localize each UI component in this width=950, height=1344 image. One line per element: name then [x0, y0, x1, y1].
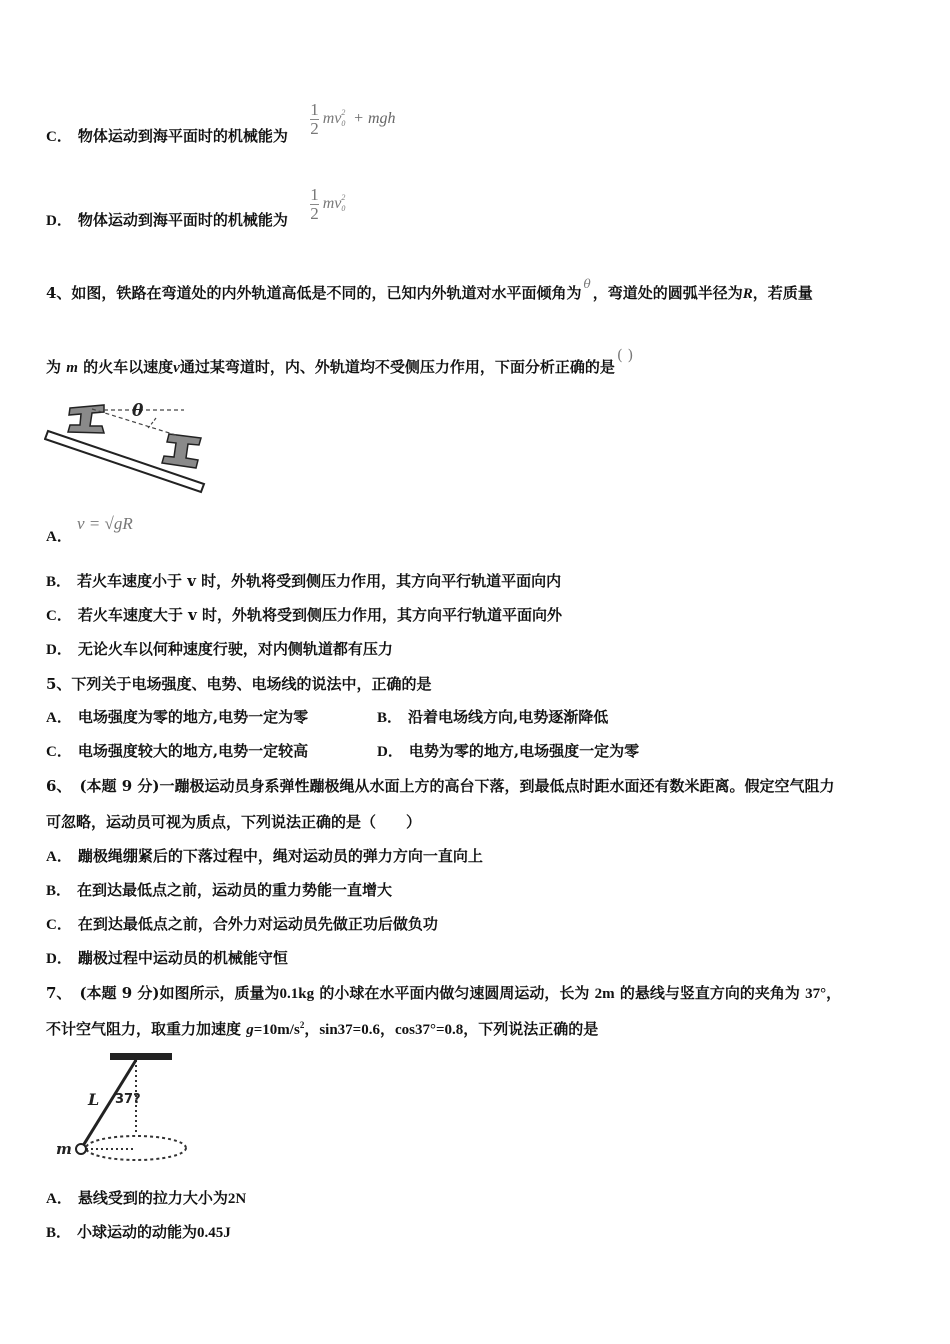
ball — [76, 1144, 86, 1154]
q7-conical-pendulum-figure — [50, 1048, 195, 1166]
q6-option-c: C． 在到达最低点之前，合外力对运动员先做正功后做负功 — [46, 915, 438, 933]
option-label: D． — [46, 213, 72, 229]
q7-option-b: B． 小球运动的动能为0.45J — [46, 1223, 231, 1241]
fraction-one-half: $\frac{1}{2}$ — [310, 185, 319, 223]
q4-stem-line1: 4、如图，铁路在弯道处的内外轨道高低是不同的，已知内外轨道对水平面倾角为 $^\theta$ ，弯道处的圆弧半径为R，若质量 — [46, 277, 813, 302]
q6-option-b: B． 在到达最低点之前，运动员的重力势能一直增大 — [46, 881, 393, 899]
q4-stem-line2: 为 m 的火车以速度v通过某弯道时，内、外轨道均不受侧压力作用，下面分析正确的是( ) — [46, 346, 634, 376]
q6-option-a: A． 蹦极绳绷紧后的下落过程中，绳对运动员的弹力方向一直向上 — [46, 847, 483, 865]
inner-rail — [162, 434, 201, 468]
outer-rail — [68, 405, 104, 433]
length-label: L — [88, 1090, 100, 1109]
q6-stem-line2: 可忽略，运动员可视为质点，下列说法正确的是（ ） — [46, 813, 422, 831]
ceiling-support — [110, 1053, 172, 1060]
angle-label: 37? — [115, 1092, 141, 1107]
q5-stem: 5、下列关于电场强度、电势、电场线的说法中，正确的是 — [46, 675, 432, 693]
q3-c-formula: $\frac{1}{2}$ $mv^2_0$ + mgh — [310, 100, 396, 138]
q7-stem-line1: 7、 (本题 9 分)如图所示，质量为0.1kg 的小球在水平面内做匀速圆周运动，长为 2m 的悬线与竖直方向的夹角为 37°， — [46, 984, 842, 1002]
fraction-one-half: $\frac{1}{2}$ — [310, 100, 319, 138]
option-label: C． — [46, 129, 72, 145]
q7-option-a: A． 悬线受到的拉力大小为2N — [46, 1189, 247, 1207]
option-text: 物体运动到海平面时的机械能为 — [77, 211, 288, 229]
q3-option-c — [46, 126, 288, 147]
q5-option-d: D． 电势为零的地方,电场强度一定为零 — [377, 742, 640, 760]
q4-option-d: D． 无论火车以何种速度行驶，对内侧轨道都有压力 — [46, 640, 393, 658]
q4-option-c: C． 若火车速度大于 v 时，外轨将受到侧压力作用，其方向平行轨道平面向外 — [46, 606, 563, 624]
q4-banked-track-figure — [44, 396, 209, 500]
q3-d-formula: $\frac{1}{2}$ $mv^2_0$ — [310, 185, 346, 223]
q4-option-a — [46, 526, 78, 547]
theta-label: θ — [132, 401, 144, 421]
option-text: 物体运动到海平面时的机械能为 — [77, 127, 288, 145]
q7-stem-line2: 不计空气阻力，取重力加速度 $g=10m/s^2$，sin37=0.6，cos37°=0.8，下列说法正确的是 — [46, 1020, 599, 1038]
q5-option-c: C． 电场强度较大的地方,电势一定较高 — [46, 742, 309, 760]
mass-label: m — [56, 1140, 72, 1158]
option-label: A． — [46, 529, 72, 545]
q3-option-d — [46, 210, 288, 231]
q4-a-formula: v = √gR — [77, 514, 133, 533]
q6-stem-line1: 6、 (本题 9 分)一蹦极运动员身系弹性蹦极绳从水面上方的高台下落，到最低点时距水面还有数米距离。假定空气阻力 — [46, 777, 835, 795]
q6-option-d: D． 蹦极过程中运动员的机械能守恒 — [46, 949, 288, 967]
q5-option-b: B． 沿着电场线方向,电势逐渐降低 — [377, 708, 609, 726]
q5-option-a: A． 电场强度为零的地方,电势一定为零 — [46, 708, 309, 726]
q4-option-b: B． 若火车速度小于 v 时，外轨将受到侧压力作用，其方向平行轨道平面向内 — [46, 572, 562, 590]
